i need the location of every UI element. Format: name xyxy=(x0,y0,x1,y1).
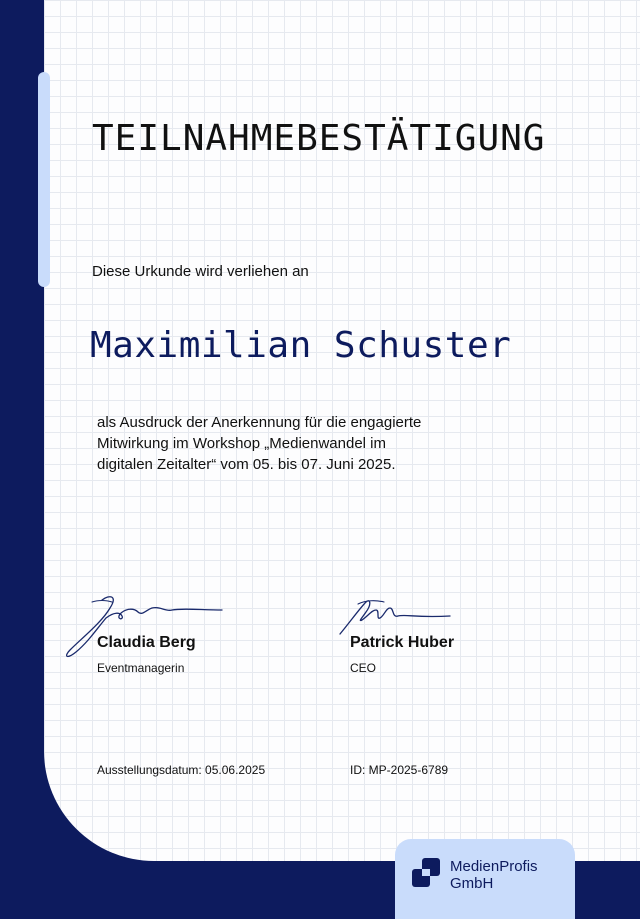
company-logo-text xyxy=(450,858,538,892)
issue-date: Ausstellungsdatum: 05.06.2025 xyxy=(97,763,266,777)
certificate-title: TEILNAHMEBESTÄTIGUNG xyxy=(92,118,546,159)
intro-text: Diese Urkunde wird verliehen an xyxy=(92,263,309,280)
body-line: als Ausdruck der Anerkennung für die engagierte xyxy=(97,414,422,431)
body-line: digitalen Zeitalter“ vom 05. bis 07. Juni 2025. xyxy=(97,456,396,473)
signer-name-left: Claudia Berg xyxy=(97,634,196,651)
body-text xyxy=(97,412,517,475)
signer-role-right: CEO xyxy=(350,661,377,675)
signature-patrick-huber xyxy=(336,596,456,638)
document-id: ID: MP-2025-6789 xyxy=(350,763,449,777)
body-line: Mitwirkung im Workshop „Medienwandel im xyxy=(97,435,386,452)
accent-bar xyxy=(38,72,50,287)
signer-name-right: Patrick Huber xyxy=(350,634,455,651)
company-suffix: GmbH xyxy=(450,875,494,892)
stacked-squares-icon xyxy=(412,858,442,888)
recipient-name: Maximilian Schuster xyxy=(90,325,512,366)
company-name: MedienProfis xyxy=(450,858,538,875)
signer-role-left: Eventmanagerin xyxy=(97,661,185,675)
